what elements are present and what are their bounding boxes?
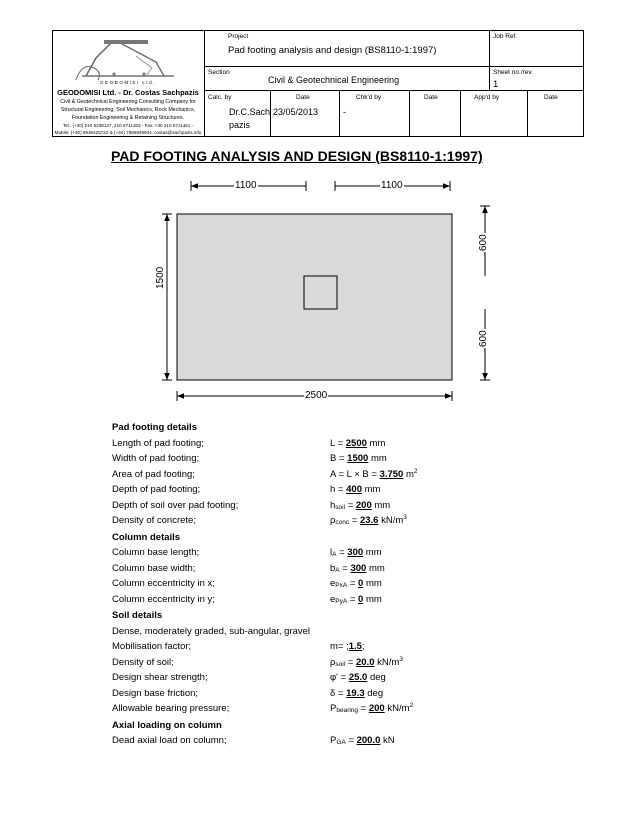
detail-equals: =	[347, 578, 359, 589]
detail-number: 1500	[347, 453, 369, 464]
detail-number: 20.0	[356, 656, 375, 668]
detail-value	[330, 500, 390, 511]
dim-top-left-label: 1100	[235, 180, 257, 191]
detail-symbol: L =	[330, 437, 346, 449]
sheet-label: Sheet no./rev.	[493, 69, 533, 76]
detail-symbol: P	[330, 735, 337, 746]
dim-top-right-label: 1100	[381, 180, 403, 191]
detail-equals: =	[347, 593, 359, 605]
detail-unit: mm	[366, 562, 385, 574]
detail-symbol: m= ;	[330, 641, 349, 652]
detail-unit: mm	[361, 484, 381, 495]
dim-left-line	[162, 214, 172, 380]
detail-label: Mobilisation factor;	[112, 641, 192, 652]
detail-value	[330, 594, 382, 605]
detail-equals: =	[345, 656, 356, 668]
section-heading: Soil details	[112, 610, 163, 621]
detail-number: 300	[350, 562, 367, 574]
detail-number: 0	[358, 578, 364, 589]
detail-subscript: PyA	[335, 597, 348, 605]
detail-symbol: A = L × B =	[330, 468, 380, 480]
detail-symbol: e	[330, 593, 336, 605]
detail-label: Design shear strength;	[112, 672, 208, 683]
detail-number: 2500	[345, 437, 367, 449]
detail-subscript: PxA	[335, 582, 348, 589]
detail-value	[330, 515, 407, 526]
project-label: Project	[228, 33, 249, 40]
section-heading: Column details	[112, 531, 181, 543]
detail-label: Depth of pad footing;	[112, 484, 201, 495]
date-label: Date	[296, 94, 310, 101]
detail-unit: kN	[380, 735, 395, 746]
detail-number: 200.0	[356, 735, 381, 746]
detail-number: 200	[355, 499, 372, 511]
detail-unit: kN/m	[378, 515, 404, 526]
detail-subscript: bearing	[336, 707, 359, 714]
detail-label: Dead axial load on column;	[112, 735, 227, 746]
dim-right-bottom-label: 600	[478, 330, 489, 347]
detail-label: Column base length;	[112, 547, 200, 558]
detail-subscript: A	[335, 566, 340, 574]
detail-value	[330, 688, 383, 699]
detail-symbol: δ =	[330, 687, 347, 699]
detail-equals: =	[336, 547, 348, 558]
calc-by-label: Calc. by	[208, 94, 232, 101]
sheet-value: 1	[493, 79, 499, 90]
detail-unit: ;	[361, 641, 365, 652]
detail-symbol: φ' =	[330, 672, 349, 683]
detail-number: 1.5	[348, 641, 362, 652]
section-heading: Axial loading on column	[112, 719, 222, 731]
detail-superscript: 2	[413, 467, 418, 475]
detail-label: Design base friction;	[112, 687, 199, 699]
detail-equals: =	[345, 735, 357, 746]
detail-unit: mm	[363, 547, 382, 558]
column-outline	[304, 276, 337, 309]
checked-by-value: -	[343, 107, 346, 117]
detail-unit: mm	[363, 578, 382, 589]
detail-symbol: P	[330, 703, 337, 714]
date3-label: Date	[544, 94, 558, 101]
company-name: GEODOMISI Ltd. - Dr. Costas Sachpazis	[57, 88, 199, 97]
detail-symbol: b	[330, 562, 336, 574]
detail-label: Width of pad footing;	[112, 453, 200, 464]
detail-symbol: ρ	[330, 656, 336, 668]
detail-value	[330, 563, 385, 574]
detail-unit: kN/m	[384, 703, 410, 714]
detail-label: Density of concrete;	[112, 515, 196, 526]
company-desc-line3: Foundation Engineering & Retaining Structures.	[71, 115, 185, 121]
detail-equals: =	[349, 515, 360, 526]
detail-label: Column eccentricity in y;	[112, 593, 215, 605]
document-title: PAD FOOTING ANALYSIS AND DESIGN (BS8110-1:1997)	[111, 148, 483, 164]
detail-superscript: 3	[399, 655, 403, 663]
detail-label: Area of pad footing;	[112, 468, 195, 480]
detail-symbol: B =	[330, 453, 348, 464]
checked-by-label: Chk'd by	[356, 94, 382, 101]
detail-value	[330, 438, 385, 449]
approved-by-label: App'd by	[474, 94, 500, 101]
company-desc-line1: Civil & Geotechnical Engineering Consulting Company for	[60, 99, 196, 105]
detail-equals: =	[345, 499, 356, 511]
project-value: Pad footing analysis and design (BS8110-1:1997)	[228, 45, 437, 56]
detail-label: Length of pad footing;	[112, 437, 204, 449]
detail-subscript: conc	[335, 519, 350, 526]
detail-value	[330, 641, 365, 652]
company-contact-line1: Tel.: (+30) 210 5238127, 210 5711263 - Fax.:+30 210 5711461 -	[62, 123, 194, 128]
detail-number: 0	[358, 593, 364, 605]
dim-left-label: 1500	[155, 266, 166, 289]
section-label: Section	[208, 69, 230, 76]
detail-value	[330, 672, 386, 683]
detail-subscript: soil	[335, 660, 346, 668]
detail-equals: =	[339, 562, 351, 574]
detail-symbol: h	[330, 499, 336, 511]
detail-number: 19.3	[346, 687, 365, 699]
calc-by-value: Dr.C.Sach	[229, 107, 271, 117]
detail-symbol: e	[330, 578, 336, 589]
date-value: 23/05/2013	[273, 107, 319, 117]
detail-label: Column eccentricity in x;	[112, 578, 215, 589]
detail-value	[330, 657, 403, 668]
detail-label: Allowable bearing pressure;	[112, 703, 230, 714]
detail-value	[330, 578, 382, 589]
company-contact-line2: Mobile: (+30) 6936425722 & (+44) 7585939944, costas@sachpazis.info	[54, 130, 202, 135]
jobref-label: Job Ref.	[493, 33, 518, 40]
detail-symbol: ρ	[330, 515, 336, 526]
detail-symbol: h =	[330, 484, 347, 495]
detail-value	[330, 484, 380, 495]
detail-value	[330, 735, 395, 746]
detail-equals: =	[358, 703, 369, 714]
detail-superscript: 3	[403, 514, 407, 521]
detail-unit: m	[403, 468, 414, 480]
detail-label: Column base width;	[112, 562, 196, 574]
dim-right-top-label: 600	[478, 234, 489, 251]
dim-bottom-label: 2500	[305, 390, 328, 401]
detail-value	[330, 469, 418, 480]
calc-by-value-cont: pazis	[229, 120, 251, 130]
detail-unit: mm	[366, 437, 386, 449]
detail-number: 400	[346, 484, 362, 495]
detail-subscript: GA	[336, 739, 346, 746]
detail-value	[330, 703, 413, 714]
detail-value	[330, 547, 382, 558]
section-value: Civil & Geotechnical Engineering	[268, 75, 400, 85]
detail-unit: deg	[367, 672, 386, 683]
detail-unit: mm	[368, 453, 387, 464]
detail-unit: mm	[371, 499, 391, 511]
detail-subscript: soil	[335, 503, 346, 511]
detail-number: 200	[368, 703, 385, 714]
detail-superscript: 2	[409, 702, 414, 709]
detail-subscript: A	[332, 551, 337, 558]
detail-symbol: l	[330, 547, 333, 558]
company-desc-line2: Structural Engineering, Soil Mechanics, Rock Mechanics,	[60, 107, 196, 113]
section-heading: Pad footing details	[112, 422, 197, 433]
detail-number: 23.6	[359, 515, 379, 526]
detail-number: 300	[347, 547, 364, 558]
detail-unit: deg	[364, 687, 384, 699]
detail-unit: mm	[363, 593, 382, 605]
detail-number: 25.0	[348, 672, 368, 683]
date2-label: Date	[424, 94, 438, 101]
detail-label: Depth of soil over pad footing;	[112, 499, 239, 511]
soil-description: Dense, moderately graded, sub-angular, gravel	[112, 625, 311, 637]
detail-label: Density of soil;	[112, 656, 174, 668]
logo-brand: GEODOMISI Ltd.	[100, 80, 156, 85]
detail-value	[330, 453, 387, 464]
detail-unit: kN/m	[374, 656, 400, 668]
detail-number: 3.750	[379, 468, 404, 480]
